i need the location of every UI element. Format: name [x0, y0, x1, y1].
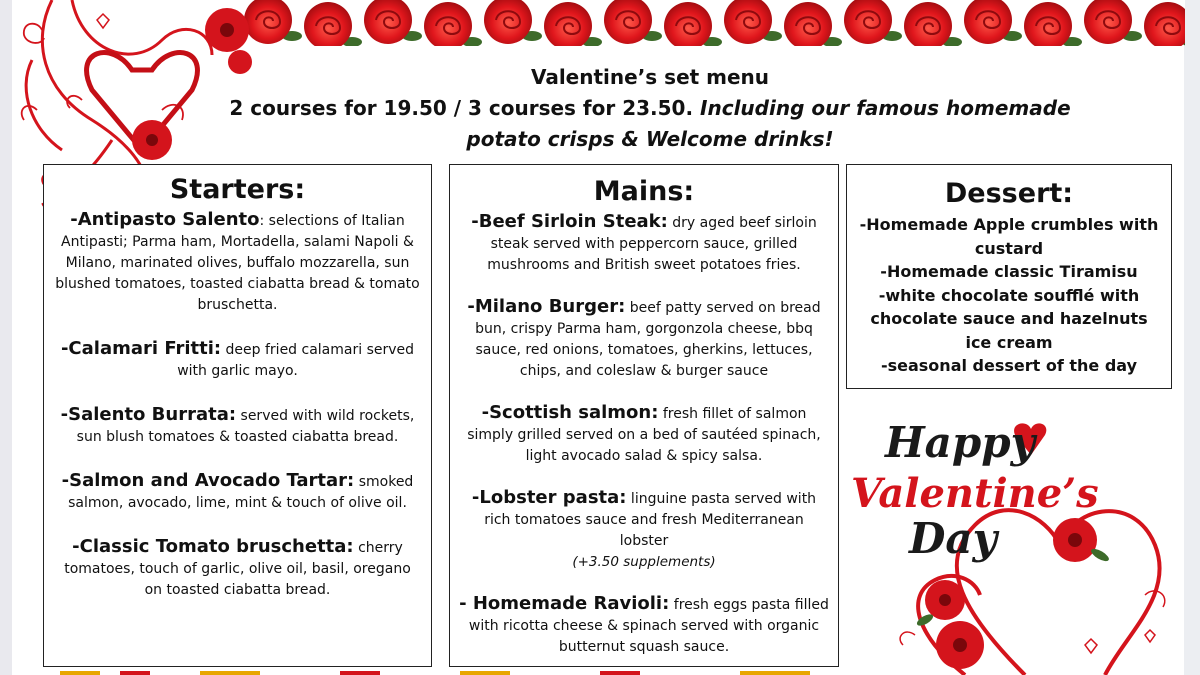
- mains-title: Mains:: [593, 176, 695, 207]
- starters-title: Starters:: [169, 174, 306, 205]
- item-description: : selections of Italian Antipasti; Parma ham, Mortadella, salami Napoli & Milano, marinated olives, buffalo mozzarella, sun blushed tomatoes, toasted ciabatta bread & tomato bruschetta.: [55, 213, 420, 313]
- item-description: deep fried calamari served with garlic mayo.: [177, 342, 415, 379]
- item-name: -Scottish salmon:: [481, 402, 659, 423]
- item-description: linguine pasta served with rich tomatoes sauce and fresh Mediterranean lobster: [484, 491, 817, 549]
- menu-item: [54, 209, 421, 316]
- menu-item: [458, 593, 830, 658]
- item-description: smoked salmon, avocado, lime, mint & touch of olive oil.: [68, 474, 414, 511]
- menu-item: [54, 536, 421, 601]
- item-description: beef patty served on bread bun, crispy Parma ham, gorgonzola cheese, bbq sauce, red onions, tomatoes, gherkins, lettuces, chips, and coleslaw & burger sauce: [475, 300, 821, 379]
- menu-item: [458, 211, 830, 276]
- menu-item: [458, 402, 830, 467]
- menu-header: [200, 62, 1100, 155]
- dessert-item: -white chocolate soufflé with chocolate sauce and hazelnuts ice cream: [870, 285, 1148, 352]
- item-supplement: (+3.50 supplements): [572, 554, 716, 570]
- dessert-item: -Homemade classic Tiramisu: [880, 262, 1138, 281]
- menu-item: [54, 470, 421, 514]
- menu-pricing-line: [200, 93, 1100, 155]
- lettering-happy: Happy: [885, 418, 1036, 467]
- rose-strip-icon: [240, 0, 1185, 46]
- dessert-item: -Homemade Apple crumbles with custard: [859, 215, 1159, 258]
- item-name: -Beef Sirloin Steak:: [471, 211, 668, 232]
- lettering-day: Day: [909, 514, 998, 563]
- starters-section: [43, 164, 432, 667]
- dessert-title: Dessert:: [944, 178, 1074, 209]
- menu-item: [54, 404, 421, 448]
- item-description: fresh fillet of salmon simply grilled served on a bed of sautéed spinach, light avocado salad & spicy salsa.: [467, 406, 821, 464]
- menu-inclusion: Including our famous homemade potato crisps & Welcome drinks!: [466, 96, 1071, 151]
- menu-pricing: 2 courses for 19.50 / 3 courses for 23.50.: [229, 96, 694, 120]
- item-name: -Salento Burrata:: [60, 404, 237, 425]
- menu-title: Valentine’s set menu: [530, 65, 770, 89]
- menu-item: [458, 487, 830, 573]
- item-description: cherry tomatoes, touch of garlic, olive oil, basil, oregano on toasted ciabatta bread.: [64, 540, 411, 598]
- item-name: -Milano Burger:: [467, 296, 626, 317]
- page-edge-right: [1184, 0, 1200, 675]
- happy-valentines-icon: [845, 395, 1185, 675]
- dessert-section: [846, 164, 1172, 389]
- menu-item: [54, 338, 421, 382]
- lettering-valentines: Valentine’s: [851, 470, 1099, 517]
- item-description: served with wild rockets, sun blush tomatoes & toasted ciabatta bread.: [76, 408, 415, 445]
- item-description: dry aged beef sirloin steak served with peppercorn sauce, grilled mushrooms and British sweet potatoes fries.: [487, 215, 817, 273]
- item-name: - Homemade Ravioli:: [459, 593, 670, 614]
- page-edge-left: [0, 0, 12, 675]
- dessert-item: -seasonal dessert of the day: [880, 356, 1138, 375]
- item-name: -Lobster pasta:: [471, 487, 627, 508]
- mains-section: [449, 164, 839, 667]
- item-name: -Classic Tomato bruschetta:: [72, 536, 354, 557]
- item-name: -Calamari Fritti:: [60, 338, 222, 359]
- item-description: fresh eggs pasta filled with ricotta cheese & spinach served with organic butternut squash sauce.: [468, 597, 829, 655]
- menu-item: [458, 296, 830, 382]
- item-name: -Antipasto Salento: [70, 209, 260, 230]
- bottom-rose-strip-icon: [40, 668, 1180, 675]
- item-name: -Salmon and Avocado Tartar:: [61, 470, 355, 491]
